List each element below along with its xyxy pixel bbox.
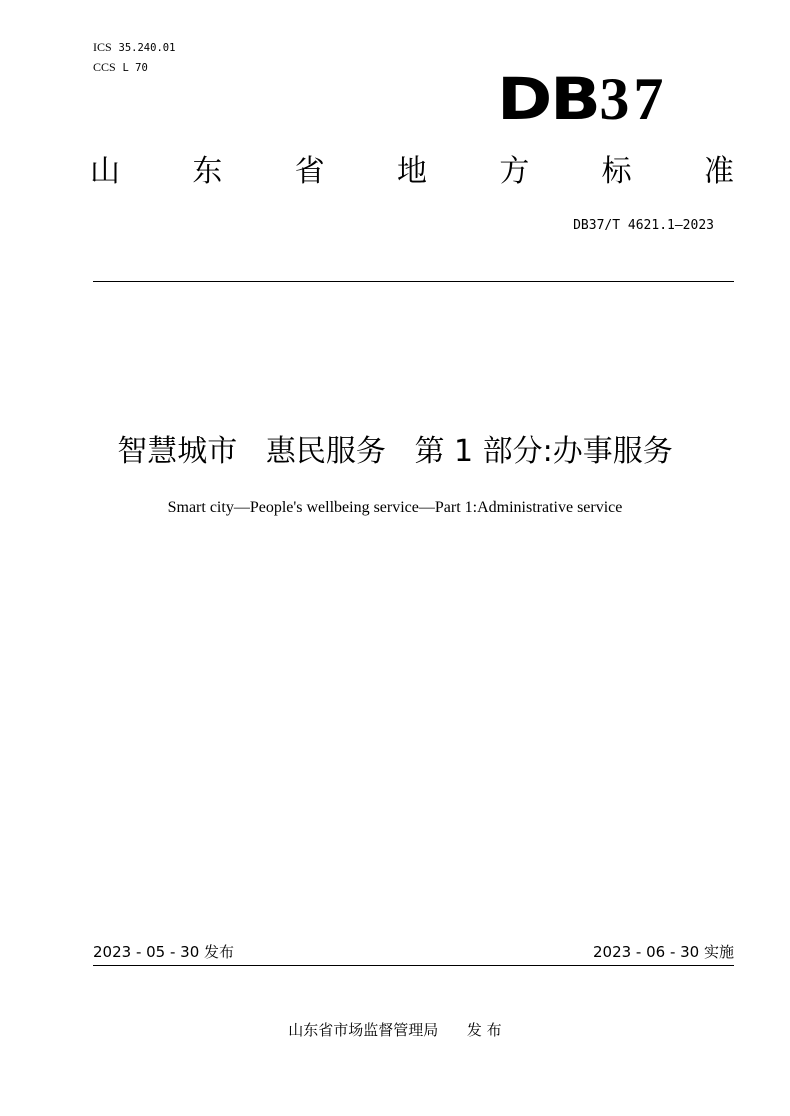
implementation-date: 2023 - 06 - 30 实施 — [592, 943, 734, 961]
standard-type-char: 东 — [192, 154, 223, 189]
bottom-divider — [93, 965, 734, 966]
logo-letters: DB — [497, 65, 599, 133]
standard-type-char: 省 — [294, 154, 325, 189]
standard-code: DB37/T 4621.1—2023 — [573, 218, 714, 233]
standard-type-char: 准 — [703, 154, 734, 189]
ics-line — [93, 38, 175, 58]
top-divider — [93, 281, 734, 282]
document-title-zh: 智慧城市 惠民服务 第 1 部分:办事服务 — [117, 434, 673, 469]
ics-label: ICS — [93, 40, 112, 54]
classification-codes — [93, 38, 175, 78]
ccs-label: CCS — [93, 60, 116, 74]
standard-type-char: 标 — [601, 154, 632, 189]
issuing-authority: 山东省市场监督管理局 发 布 — [288, 1021, 502, 1039]
ccs-value: L 70 — [122, 62, 148, 74]
standard-type-char: 方 — [499, 154, 530, 189]
standard-type-heading — [90, 150, 734, 194]
standard-type-char: 山 — [90, 154, 120, 189]
issue-date: 2023 - 05 - 30 发布 — [93, 943, 235, 961]
standard-type-char: 地 — [396, 154, 427, 189]
ics-value: 35.240.01 — [118, 42, 176, 54]
logo-number: 37 — [599, 66, 668, 132]
document-title-en: Smart city—People's wellbeing service—Part 1:Administrative service — [167, 499, 623, 516]
db37-logo — [497, 65, 668, 133]
ccs-line — [93, 58, 175, 78]
